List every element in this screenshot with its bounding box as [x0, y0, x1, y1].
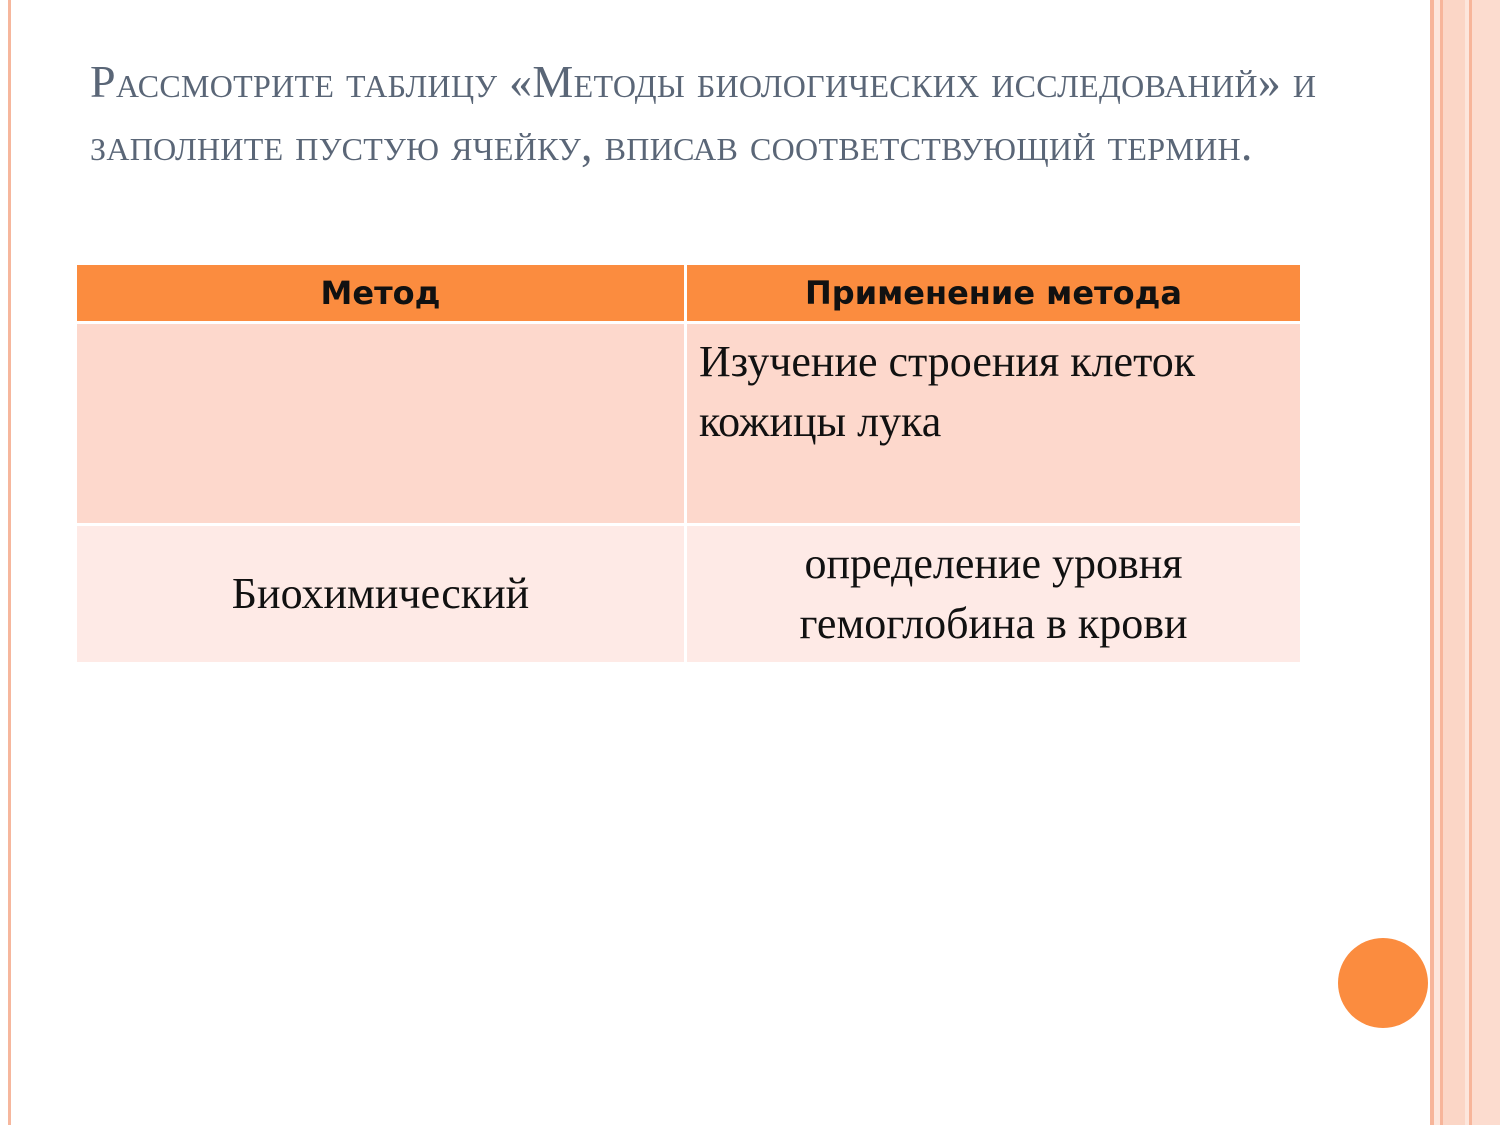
method-cell: Биохимический	[76, 525, 686, 664]
application-cell: определение уровня гемоглобина в крови	[686, 525, 1302, 664]
application-cell: Изучение строения клеток кожицы лука	[686, 323, 1302, 525]
table-row	[76, 525, 1302, 664]
column-header-application: Применение метода	[686, 264, 1302, 323]
decorative-circle	[1338, 938, 1428, 1028]
empty-method-cell[interactable]	[76, 323, 686, 525]
column-header-method: Метод	[76, 264, 686, 323]
slide-title: Рассмотрите таблицу «Методы биологических исследований» и заполните пустую ячейку, вписав соответствующий термин.	[90, 56, 1317, 170]
right-decorative-stripes	[1430, 0, 1500, 1125]
table-row	[76, 323, 1302, 525]
stripe	[1443, 0, 1465, 1125]
left-frame-line	[8, 0, 11, 1125]
methods-table	[74, 262, 1303, 665]
table-header-row	[76, 264, 1302, 323]
stripe	[1472, 0, 1500, 1125]
